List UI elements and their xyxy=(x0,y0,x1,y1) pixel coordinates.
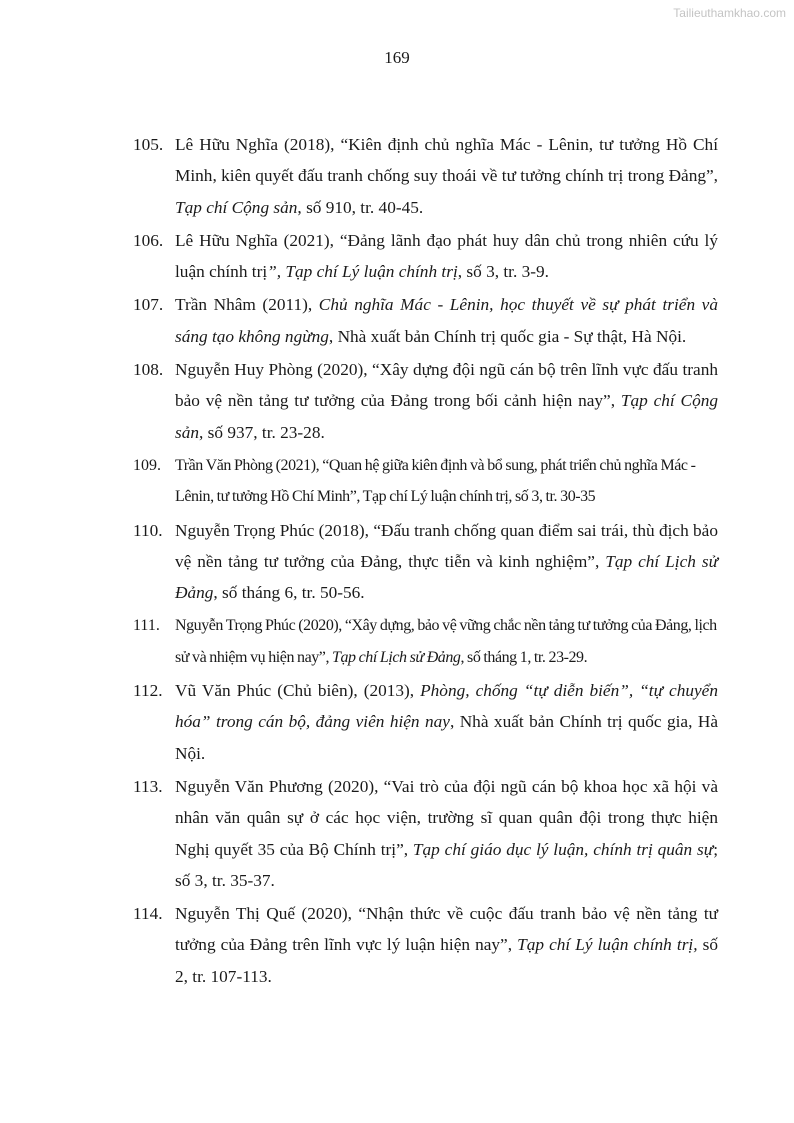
reference-number: 111. xyxy=(133,617,160,635)
reference-text: Trần Văn Phòng (2021), “Quan hệ giữa kiên định và bổ sung, phát triển chủ nghĩa Mác - Lênin, tư tưởng Hồ Chí Minh”, Tạp chí Lý luận chính trị, số 3, tr. 30-35 xyxy=(175,456,696,506)
reference-text: Nguyễn Văn Phương (2020), “Vai trò của đội ngũ cán bộ khoa học xã hội và nhân văn quân sự ở các học viện, trường sĩ quan quân đội trong thực hiện Nghị quyết 35 của Bộ Chính trị”, Tạp chí giáo dục lý luận, chính trị quân sự; số 3, tr. 35-37. xyxy=(175,776,718,890)
reference-text: Nguyễn Huy Phòng (2020), “Xây dựng đội ngũ cán bộ trên lĩnh vực đấu tranh bảo vệ nền tảng tư tưởng của Đảng trong bối cảnh hiện nay”, Tạp chí Cộng sản, số 937, tr. 23-28. xyxy=(175,360,718,442)
reference-item xyxy=(133,610,718,673)
reference-text: Trần Nhâm (2011), Chủ nghĩa Mác - Lênin, học thuyết về sự phát triển và sáng tạo không ngừng, Nhà xuất bản Chính trị quốc gia - Sự thật, Hà Nội. xyxy=(175,295,718,346)
reference-item xyxy=(133,129,718,223)
reference-number: 108. xyxy=(133,360,164,380)
watermark: Tailieuthamkhao.com xyxy=(673,6,786,20)
reference-item xyxy=(133,898,718,992)
reference-text: Lê Hữu Nghĩa (2018), “Kiên định chủ nghĩa Mác - Lênin, tư tưởng Hồ Chí Minh, kiên quyết đấu tranh chống suy thoái về tư tưởng chính trị trong Đảng”, Tạp chí Cộng sản, số 910, tr. 40-45. xyxy=(175,135,718,217)
reference-text: Vũ Văn Phúc (Chủ biên), (2013), Phòng, chống “tự diễn biến”, “tự chuyển hóa” trong cán bộ, đảng viên hiện nay, Nhà xuất bản Chính trị quốc gia, Hà Nội. xyxy=(175,681,718,763)
reference-number: 106. xyxy=(133,230,164,250)
reference-number: 109. xyxy=(133,456,161,474)
reference-item xyxy=(133,675,718,769)
reference-number: 107. xyxy=(133,295,164,315)
reference-list xyxy=(133,129,718,994)
reference-item xyxy=(133,450,718,513)
reference-item xyxy=(133,354,718,448)
reference-item xyxy=(133,515,718,609)
page-number: 169 xyxy=(384,48,410,67)
reference-number: 112. xyxy=(133,681,163,701)
reference-number: 110. xyxy=(133,520,163,540)
reference-number: 113. xyxy=(133,776,163,796)
reference-text: Lê Hữu Nghĩa (2021), “Đảng lãnh đạo phát huy dân chủ trong nhiên cứu lý luận chính trị”, Tạp chí Lý luận chính trị, số 3, tr. 3-9. xyxy=(175,230,718,282)
reference-item xyxy=(133,771,718,896)
reference-text: Nguyễn Trọng Phúc (2020), “Xây dựng, bảo vệ vững chắc nền tảng tư tưởng của Đảng, lịch sử và nhiệm vụ hiện nay”, Tạp chí Lịch sử Đảng, số tháng 1, tr. 23-29. xyxy=(175,617,717,666)
reference-number: 114. xyxy=(133,904,163,924)
reference-item xyxy=(133,289,718,352)
reference-text: Nguyễn Thị Quế (2020), “Nhận thức về cuộc đấu tranh bảo vệ nền tảng tư tưởng của Đảng trên lĩnh vực lý luận hiện nay”, Tạp chí Lý luận chính trị, số 2, tr. 107-113. xyxy=(175,904,719,986)
reference-text: Nguyễn Trọng Phúc (2018), “Đấu tranh chống quan điểm sai trái, thù địch bảo vệ nền tảng tư tưởng của Đảng, thực tiễn và kinh nghiệm”, Tạp chí Lịch sử Đảng, số tháng 6, tr. 50-56. xyxy=(175,520,718,603)
reference-number: 105. xyxy=(133,135,164,154)
reference-item xyxy=(133,225,718,288)
